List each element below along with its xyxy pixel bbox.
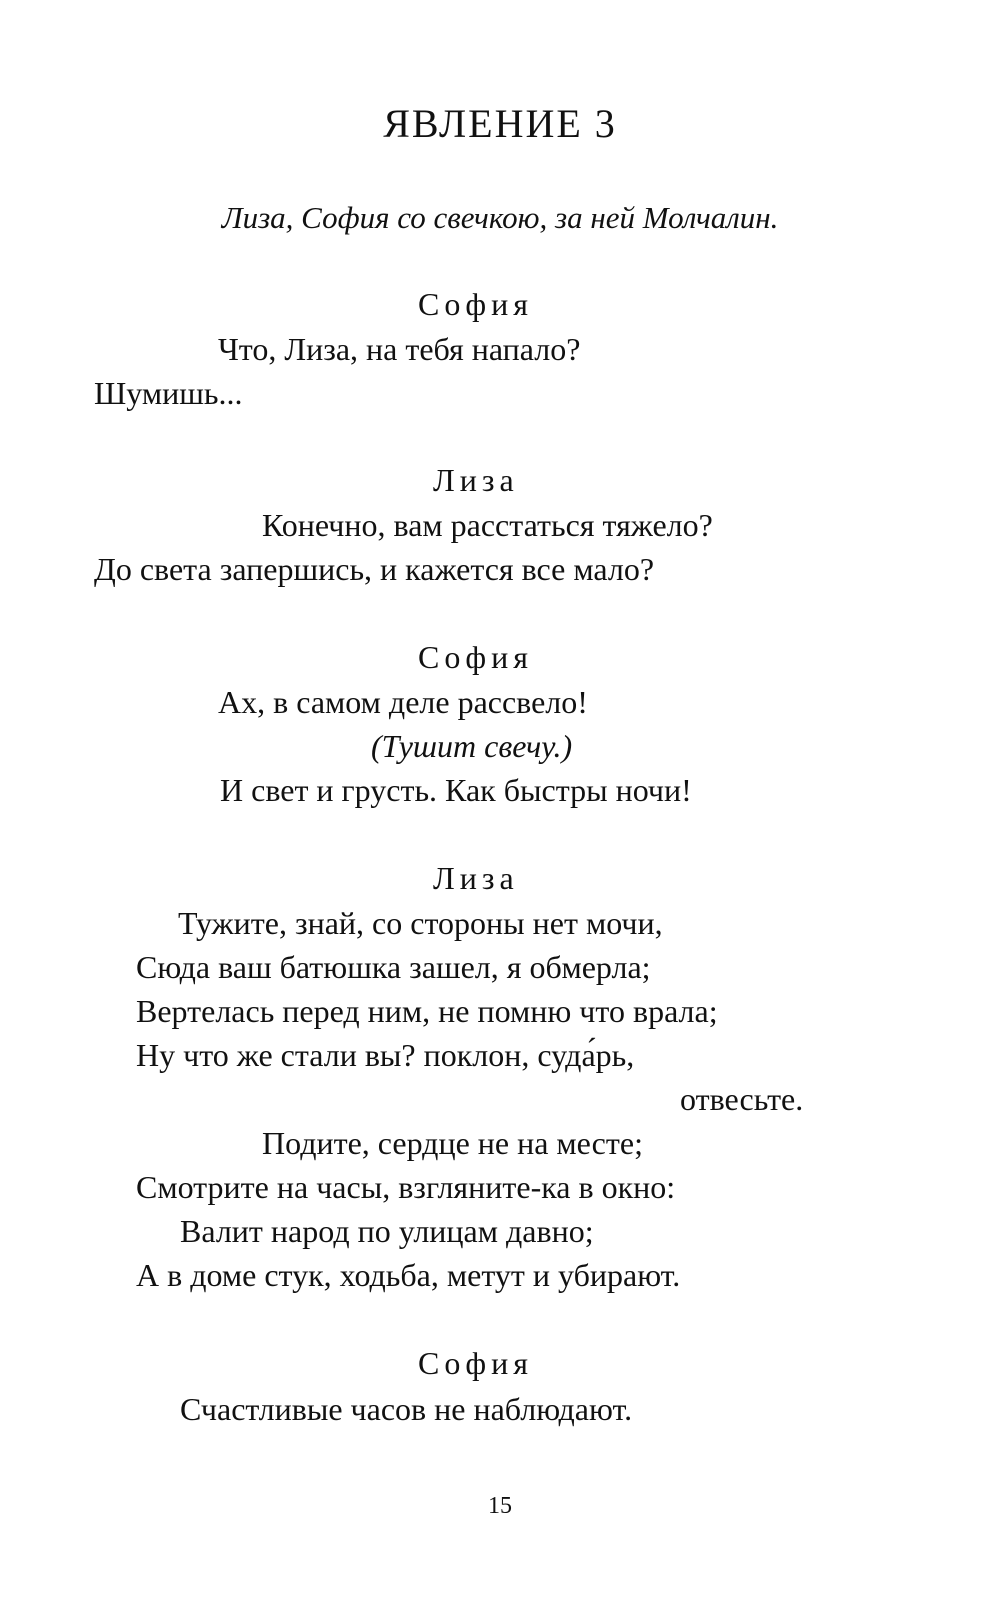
speaker-name: София	[418, 1345, 533, 1381]
verse-line: Ах, в самом деле рассвело!	[218, 684, 588, 720]
verse-line: Вертелась перед ним, не помню что врала;	[136, 993, 718, 1029]
verse-line: И свет и грусть. Как быстры ночи!	[220, 772, 692, 808]
verse-line: отвесьте.	[680, 1081, 804, 1117]
verse-line: Подите, сердце не на месте;	[262, 1125, 643, 1161]
speaker-name: София	[418, 286, 533, 322]
verse-line: Валит народ по улицам давно;	[180, 1213, 594, 1249]
page-number: 15	[488, 1493, 512, 1519]
verse-line: Смотрите на часы, взгляните-ка в окно:	[136, 1169, 676, 1205]
verse-line: До света запершись, и кажется все мало?	[94, 551, 655, 587]
speaker-name: Лиза	[433, 462, 519, 498]
verse-line: Что, Лиза, на тебя напало?	[218, 331, 581, 367]
stage-remark: (Тушит свечу.)	[371, 728, 573, 764]
verse-line: Шумишь...	[94, 375, 243, 411]
scene-title: ЯВЛЕНИЕ 3	[383, 101, 617, 146]
verse-line: Счастливые часов не наблюдают.	[180, 1391, 633, 1427]
speaker-name: Лиза	[433, 860, 519, 896]
verse-line: Ну что же стали вы? поклон, суда́рь,	[136, 1037, 635, 1073]
stage-direction: Лиза, София со свечкою, за ней Молчалин.	[221, 200, 779, 235]
speaker-name: София	[418, 639, 533, 675]
verse-line: А в доме стук, ходьба, метут и убирают.	[136, 1257, 681, 1293]
verse-line: Сюда ваш батюшка зашел, я обмерла;	[136, 949, 651, 985]
verse-line: Тужите, знай, со стороны нет мочи,	[178, 905, 663, 941]
verse-line: Конечно, вам расстаться тяжело?	[262, 507, 713, 543]
